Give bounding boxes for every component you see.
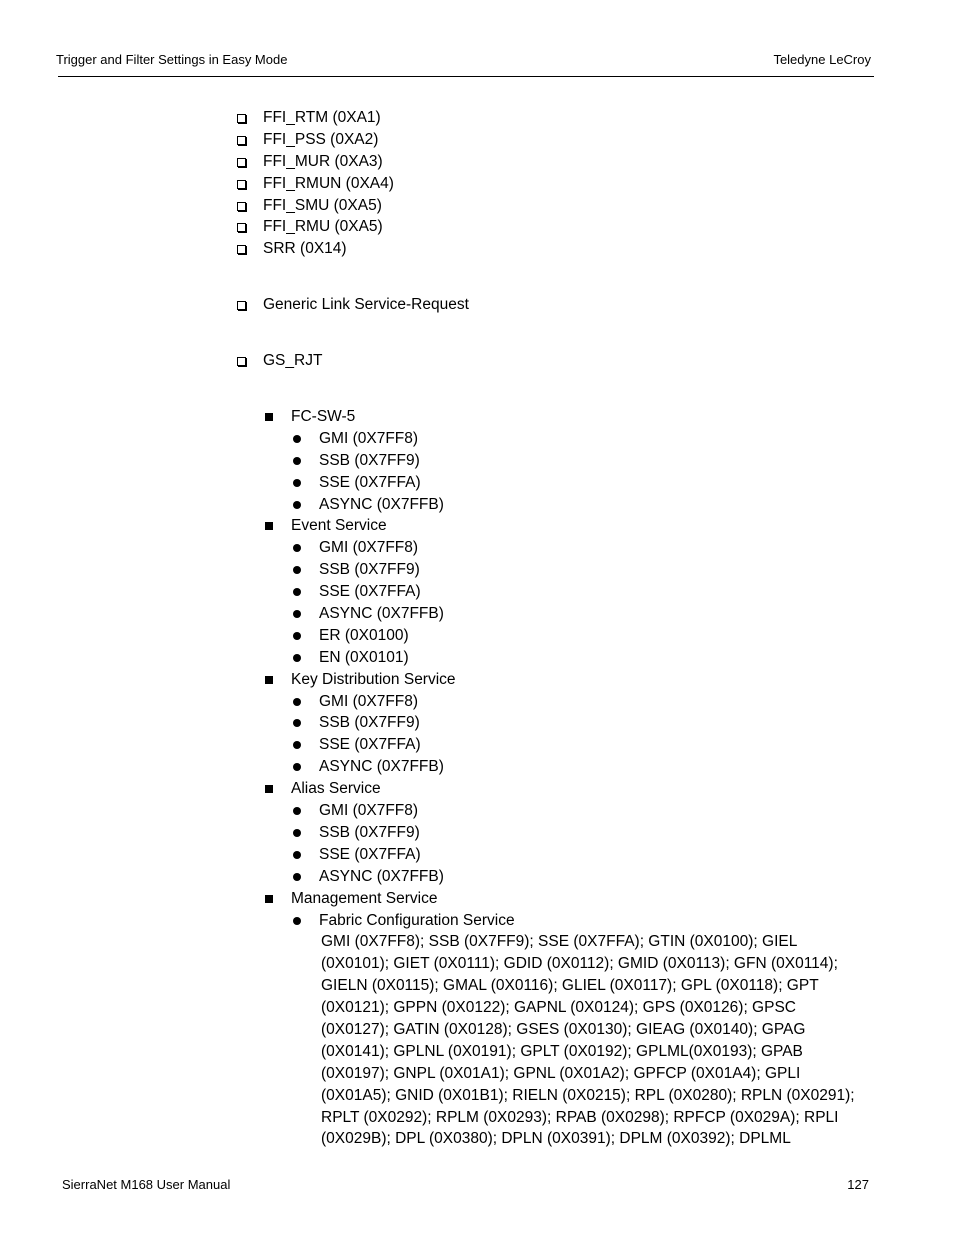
list-item <box>0 151 954 173</box>
list-item-label: EN (0X0101) <box>319 648 409 666</box>
square-bullet-icon <box>265 785 273 793</box>
list-item-label: SSB (0X7FF9) <box>319 561 420 579</box>
list-item <box>0 195 954 217</box>
list-item-label: FFI_RMU (0XA5) <box>263 218 383 236</box>
code-list-line <box>0 931 954 953</box>
code-list-text: (0X0121); GPPN (0X0122); GAPNL (0X0124); GPS (0X0126); GPSC <box>321 999 796 1017</box>
list-item <box>0 581 954 603</box>
list-item-label: FFI_SMU (0XA5) <box>263 196 382 214</box>
section-heading <box>0 406 954 428</box>
list-item-label: GS_RJT <box>263 352 323 370</box>
dot-bullet-icon <box>293 851 301 859</box>
list-item <box>0 603 954 625</box>
list-item <box>0 559 954 581</box>
list-item <box>0 647 954 669</box>
code-list-text: (0X0197); GNPL (0X01A1); GPNL (0X01A2); GPFCP (0X01A4); GPLI <box>321 1064 801 1082</box>
dot-bullet-icon <box>293 501 301 509</box>
checkbox-bullet-icon <box>237 245 246 254</box>
list-item-label: ASYNC (0X7FFB) <box>319 867 444 885</box>
list-item-label: SSE (0X7FFA) <box>319 845 421 863</box>
list-item-label: GMI (0X7FF8) <box>319 802 419 820</box>
dot-bullet-icon <box>293 435 301 443</box>
list-item <box>0 129 954 151</box>
code-list-line <box>0 1019 954 1041</box>
list-item-label: FFI_MUR (0XA3) <box>263 152 383 170</box>
dot-bullet-icon <box>293 873 301 881</box>
code-list-line <box>0 997 954 1019</box>
list-item-label: FFI_PSS (0XA2) <box>263 130 379 148</box>
list-item-label: SSB (0X7FF9) <box>319 451 420 469</box>
list-item-label: FFI_RMUN (0XA4) <box>263 174 394 192</box>
dot-bullet-icon <box>293 610 301 618</box>
list-item <box>0 712 954 734</box>
list-item <box>0 238 954 260</box>
page-footer-title: SierraNet M168 User Manual <box>62 1177 231 1192</box>
list-item-label: SSB (0X7FF9) <box>319 823 420 841</box>
list-item <box>0 910 954 932</box>
list-item-label: ASYNC (0X7FFB) <box>319 495 444 513</box>
code-list-line <box>0 975 954 997</box>
list-item <box>0 822 954 844</box>
list-item-label: ASYNC (0X7FFB) <box>319 605 444 623</box>
code-list-text: GMI (0X7FF8); SSB (0X7FF9); SSE (0X7FFA); GTIN (0X0100); GIEL <box>321 933 798 951</box>
checkbox-bullet-icon <box>237 301 246 310</box>
dot-bullet-icon <box>293 698 301 706</box>
section-label: Alias Service <box>291 780 381 798</box>
square-bullet-icon <box>265 522 273 530</box>
section-label: Key Distribution Service <box>291 670 456 688</box>
code-list-line <box>0 1128 954 1150</box>
checkbox-bullet-icon <box>237 114 246 123</box>
list-item-label: ER (0X0100) <box>319 626 409 644</box>
section-heading <box>0 778 954 800</box>
list-item-label: Fabric Configuration Service <box>319 911 515 929</box>
code-list-text: (0X01A5); GNID (0X01B1); RIELN (0X0215); RPL (0X0280); RPLN (0X0291); <box>321 1086 855 1104</box>
list-item-label: GMI (0X7FF8) <box>319 692 419 710</box>
dot-bullet-icon <box>293 566 301 574</box>
code-list-line <box>0 1041 954 1063</box>
list-item <box>0 428 954 450</box>
list-item <box>0 216 954 238</box>
list-item-label: SRR (0X14) <box>263 240 347 258</box>
list-item-label: GMI (0X7FF8) <box>319 429 419 447</box>
code-list-line <box>0 1063 954 1085</box>
list-item <box>0 537 954 559</box>
dot-bullet-icon <box>293 829 301 837</box>
list-item <box>0 800 954 822</box>
list-item <box>0 734 954 756</box>
code-list-text: (0X0141); GPLNL (0X0191); GPLT (0X0192); GPLML(0X0193); GPAB <box>321 1042 803 1060</box>
list-item <box>0 472 954 494</box>
dot-bullet-icon <box>293 654 301 662</box>
dot-bullet-icon <box>293 807 301 815</box>
dot-bullet-icon <box>293 588 301 596</box>
page-header-title: Trigger and Filter Settings in Easy Mode <box>56 52 288 67</box>
code-list-line <box>0 953 954 975</box>
list-item <box>0 107 954 129</box>
list-item <box>0 844 954 866</box>
section-heading <box>0 888 954 910</box>
dot-bullet-icon <box>293 544 301 552</box>
square-bullet-icon <box>265 413 273 421</box>
dot-bullet-icon <box>293 457 301 465</box>
document-body <box>0 107 954 1150</box>
list-item-label: Generic Link Service-Request <box>263 296 469 314</box>
list-item <box>0 294 954 316</box>
page-number: 127 <box>847 1177 869 1192</box>
list-item-label: FFI_RTM (0XA1) <box>263 109 381 126</box>
list-item-label: GMI (0X7FF8) <box>319 539 419 557</box>
dot-bullet-icon <box>293 763 301 771</box>
code-list-line <box>0 1107 954 1129</box>
checkbox-bullet-icon <box>237 158 246 167</box>
section-heading <box>0 515 954 537</box>
checkbox-bullet-icon <box>237 223 246 232</box>
code-list-text: (0X029B); DPL (0X0380); DPLN (0X0391); DPLM (0X0392); DPLML <box>321 1130 791 1148</box>
list-item <box>0 494 954 516</box>
list-item-label: SSB (0X7FF9) <box>319 714 420 732</box>
section-label: Management Service <box>291 889 438 907</box>
square-bullet-icon <box>265 676 273 684</box>
checkbox-bullet-icon <box>237 136 246 145</box>
code-list-text: (0X0101); GIET (0X0111); GDID (0X0112); GMID (0X0113); GFN (0X0114); <box>321 955 838 973</box>
checkbox-bullet-icon <box>237 357 246 366</box>
list-item <box>0 756 954 778</box>
code-list-text: RPLT (0X0292); RPLM (0X0293); RPAB (0X0298); RPFCP (0X029A); RPLI <box>321 1108 839 1126</box>
list-item <box>0 691 954 713</box>
code-list-text: (0X0127); GATIN (0X0128); GSES (0X0130); GIEAG (0X0140); GPAG <box>321 1020 806 1038</box>
code-list-text: GIELN (0X0115); GMAL (0X0116); GLIEL (0X0117); GPL (0X0118); GPT <box>321 977 819 995</box>
dot-bullet-icon <box>293 719 301 727</box>
dot-bullet-icon <box>293 632 301 640</box>
list-item <box>0 625 954 647</box>
page-header-brand: Teledyne LeCroy <box>773 52 871 67</box>
list-item-label: SSE (0X7FFA) <box>319 583 421 601</box>
list-item-label: SSE (0X7FFA) <box>319 736 421 754</box>
square-bullet-icon <box>265 895 273 903</box>
checkbox-bullet-icon <box>237 202 246 211</box>
dot-bullet-icon <box>293 917 301 925</box>
list-item <box>0 350 954 372</box>
code-list-line <box>0 1085 954 1107</box>
checkbox-bullet-icon <box>237 180 246 189</box>
list-item-label: ASYNC (0X7FFB) <box>319 758 444 776</box>
list-item <box>0 450 954 472</box>
list-item <box>0 173 954 195</box>
section-heading <box>0 669 954 691</box>
section-label: Event Service <box>291 517 387 535</box>
dot-bullet-icon <box>293 479 301 487</box>
list-item <box>0 866 954 888</box>
section-label: FC-SW-5 <box>291 408 356 426</box>
list-item-label: SSE (0X7FFA) <box>319 473 421 491</box>
dot-bullet-icon <box>293 741 301 749</box>
header-divider <box>58 76 874 77</box>
